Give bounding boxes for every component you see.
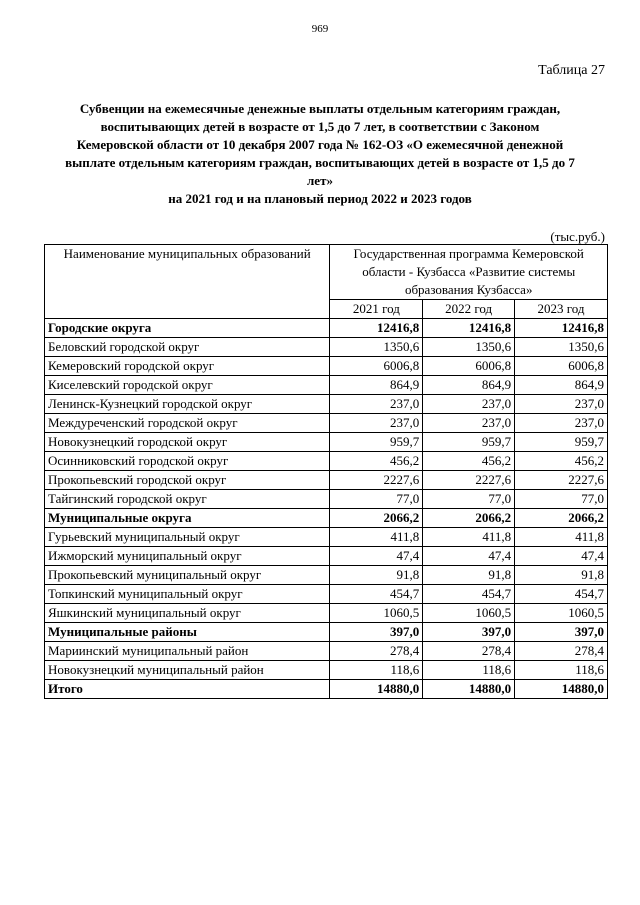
title-line: выплате отдельным категориям граждан, воспитывающих детей в возрасте от 1,5 до 7: [65, 155, 575, 170]
row-name-cell: Яшкинский муниципальный округ: [45, 604, 330, 623]
row-name-cell: Мариинский муниципальный район: [45, 642, 330, 661]
table-row: [45, 338, 608, 357]
value-2023-cell: 6006,8: [515, 357, 608, 376]
value-2023-cell: 2227,6: [515, 471, 608, 490]
value-2022-cell: 237,0: [423, 395, 515, 414]
page-number: 969: [311, 23, 329, 35]
value-2021-cell: 1060,5: [330, 604, 423, 623]
table-row: [45, 547, 608, 566]
value-2021-cell: 456,2: [330, 452, 423, 471]
year-header-2023: 2023 год: [515, 300, 608, 319]
value-2022-cell: 118,6: [423, 661, 515, 680]
row-name-cell: Киселевский городской округ: [45, 376, 330, 395]
table-body: [45, 319, 608, 699]
value-2021-cell: 12416,8: [330, 319, 423, 338]
row-name-cell: Топкинский муниципальный округ: [45, 585, 330, 604]
program-column-header: Государственная программа Кемеровской области - Кузбасса «Развитие системы образования Кузбасса»: [330, 245, 608, 300]
value-2022-cell: 1060,5: [423, 604, 515, 623]
value-2023-cell: 456,2: [515, 452, 608, 471]
row-name-cell: Гурьевский муниципальный округ: [45, 528, 330, 547]
table-row-subtotal: [45, 319, 608, 338]
value-2021-cell: 397,0: [330, 623, 423, 642]
units-label: (тыс.руб.): [550, 229, 605, 244]
value-2021-cell: 237,0: [330, 414, 423, 433]
value-2022-cell: 454,7: [423, 585, 515, 604]
title-line: лет»: [307, 173, 333, 188]
title-line: Кемеровской области от 10 декабря 2007 года № 162-ОЗ «О ежемесячной денежной: [76, 137, 564, 152]
value-2023-cell: 959,7: [515, 433, 608, 452]
table-row: [45, 376, 608, 395]
row-name-cell: Новокузнецкий муниципальный район: [45, 661, 330, 680]
table-row: [45, 433, 608, 452]
value-2021-cell: 77,0: [330, 490, 423, 509]
table-label: Таблица 27: [538, 63, 605, 78]
title-line: на 2021 год и на плановый период 2022 и 2023 годов: [168, 191, 472, 206]
value-2023-cell: 91,8: [515, 566, 608, 585]
value-2022-cell: 6006,8: [423, 357, 515, 376]
value-2022-cell: 397,0: [423, 623, 515, 642]
row-name-cell: Беловский городской округ: [45, 338, 330, 357]
table-row-subtotal: [45, 623, 608, 642]
row-name-cell: Новокузнецкий городской округ: [45, 433, 330, 452]
value-2023-cell: 14880,0: [515, 680, 608, 699]
value-2022-cell: 864,9: [423, 376, 515, 395]
table-row: [45, 490, 608, 509]
value-2022-cell: 237,0: [423, 414, 515, 433]
year-header-2021: 2021 год: [330, 300, 423, 319]
table-row-subtotal: [45, 509, 608, 528]
row-name-cell: Прокопьевский городской округ: [45, 471, 330, 490]
value-2021-cell: 237,0: [330, 395, 423, 414]
value-2021-cell: 118,6: [330, 661, 423, 680]
table-row: [45, 661, 608, 680]
subsidy-table: [44, 244, 608, 699]
table-row: [45, 414, 608, 433]
value-2022-cell: 2066,2: [423, 509, 515, 528]
row-name-cell: Кемеровский городской округ: [45, 357, 330, 376]
value-2023-cell: 864,9: [515, 376, 608, 395]
value-2023-cell: 397,0: [515, 623, 608, 642]
value-2021-cell: 864,9: [330, 376, 423, 395]
value-2022-cell: 411,8: [423, 528, 515, 547]
table-row: [45, 566, 608, 585]
value-2022-cell: 47,4: [423, 547, 515, 566]
value-2021-cell: 1350,6: [330, 338, 423, 357]
row-name-cell: Ижморский муниципальный округ: [45, 547, 330, 566]
title-line: Субвенции на ежемесячные денежные выплаты отдельным категориям граждан,: [79, 101, 561, 116]
row-name-cell: Междуреченский городской округ: [45, 414, 330, 433]
value-2021-cell: 959,7: [330, 433, 423, 452]
value-2021-cell: 2066,2: [330, 509, 423, 528]
table-row: [45, 357, 608, 376]
table-row: [45, 528, 608, 547]
value-2023-cell: 237,0: [515, 414, 608, 433]
value-2023-cell: 2066,2: [515, 509, 608, 528]
value-2023-cell: 454,7: [515, 585, 608, 604]
value-2021-cell: 47,4: [330, 547, 423, 566]
value-2021-cell: 2227,6: [330, 471, 423, 490]
row-name-cell: Осинниковский городской округ: [45, 452, 330, 471]
table-row: [45, 452, 608, 471]
value-2022-cell: 456,2: [423, 452, 515, 471]
document-title: [40, 100, 600, 208]
table-row: [45, 642, 608, 661]
year-header-2022: 2022 год: [423, 300, 515, 319]
value-2021-cell: 6006,8: [330, 357, 423, 376]
value-2023-cell: 1350,6: [515, 338, 608, 357]
value-2022-cell: 77,0: [423, 490, 515, 509]
row-name-cell: Тайгинский городской округ: [45, 490, 330, 509]
value-2023-cell: 278,4: [515, 642, 608, 661]
value-2021-cell: 278,4: [330, 642, 423, 661]
value-2021-cell: 91,8: [330, 566, 423, 585]
table-row: [45, 395, 608, 414]
row-name-cell: Муниципальные районы: [45, 623, 330, 642]
name-column-header: Наименование муниципальных образований: [45, 245, 330, 319]
value-2021-cell: 411,8: [330, 528, 423, 547]
value-2021-cell: 14880,0: [330, 680, 423, 699]
row-name-cell: Прокопьевский муниципальный округ: [45, 566, 330, 585]
value-2022-cell: 2227,6: [423, 471, 515, 490]
row-name-cell: Итого: [45, 680, 330, 699]
value-2022-cell: 91,8: [423, 566, 515, 585]
table-row: [45, 604, 608, 623]
value-2022-cell: 959,7: [423, 433, 515, 452]
table-row-subtotal: [45, 680, 608, 699]
row-name-cell: Городские округа: [45, 319, 330, 338]
value-2023-cell: 1060,5: [515, 604, 608, 623]
value-2022-cell: 12416,8: [423, 319, 515, 338]
value-2022-cell: 1350,6: [423, 338, 515, 357]
table-row: [45, 585, 608, 604]
value-2022-cell: 278,4: [423, 642, 515, 661]
value-2023-cell: 12416,8: [515, 319, 608, 338]
value-2023-cell: 47,4: [515, 547, 608, 566]
row-name-cell: Муниципальные округа: [45, 509, 330, 528]
table-row: [45, 471, 608, 490]
value-2023-cell: 237,0: [515, 395, 608, 414]
value-2023-cell: 118,6: [515, 661, 608, 680]
row-name-cell: Ленинск-Кузнецкий городской округ: [45, 395, 330, 414]
title-line: воспитывающих детей в возрасте от 1,5 до 7 лет, в соответствии с Законом: [100, 119, 540, 134]
value-2021-cell: 454,7: [330, 585, 423, 604]
value-2022-cell: 14880,0: [423, 680, 515, 699]
value-2023-cell: 411,8: [515, 528, 608, 547]
value-2023-cell: 77,0: [515, 490, 608, 509]
